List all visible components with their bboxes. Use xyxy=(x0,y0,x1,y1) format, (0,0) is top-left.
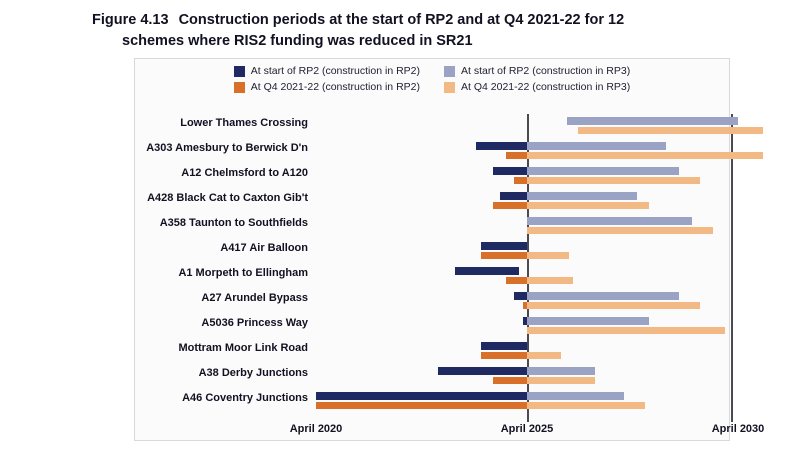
bar-start-rp2-in-rp3 xyxy=(527,392,624,400)
bar-q4-in-rp3 xyxy=(527,252,569,260)
bar-start-rp2-in-rp3 xyxy=(567,117,738,125)
chart-frame xyxy=(134,58,765,441)
bar-q4-in-rp3 xyxy=(527,177,700,185)
bar-start-rp2-in-rp3 xyxy=(527,317,649,325)
legend-swatch-orange xyxy=(234,82,245,93)
bar-start-rp2-in-rp3 xyxy=(527,167,679,175)
bar-start-rp2-in-rp2 xyxy=(455,267,518,275)
bar-start-rp2-in-rp2 xyxy=(438,367,527,375)
bar-start-rp2-in-rp3 xyxy=(527,367,595,375)
legend-swatch-light-orange xyxy=(444,82,455,93)
bar-rows xyxy=(135,114,729,414)
category-label: A38 Derby Junctions xyxy=(198,367,308,379)
legend-row-1 xyxy=(234,65,630,77)
legend-swatch-navy xyxy=(234,66,245,77)
bar-q4-in-rp2 xyxy=(481,352,527,360)
chart-legend xyxy=(135,65,729,93)
legend-label-q4-rp3: At Q4 2021-22 (construction in RP3) xyxy=(461,81,631,93)
bar-start-rp2-in-rp2 xyxy=(476,142,527,150)
bar-start-rp2-in-rp3 xyxy=(527,142,666,150)
table-row xyxy=(135,114,729,139)
x-axis xyxy=(135,423,765,439)
category-label: A46 Coventry Junctions xyxy=(182,392,308,404)
bar-start-rp2-in-rp2 xyxy=(481,342,527,350)
bar-q4-in-rp3 xyxy=(527,227,713,235)
x-axis-tick-label: April 2025 xyxy=(500,423,554,435)
bar-q4-in-rp3 xyxy=(527,352,561,360)
bar-q4-in-rp3 xyxy=(527,202,649,210)
category-label: A358 Taunton to Southfields xyxy=(159,217,308,229)
bar-q4-in-rp3 xyxy=(527,377,595,385)
bar-start-rp2-in-rp2 xyxy=(514,292,527,300)
bar-start-rp2-in-rp3 xyxy=(527,217,692,225)
figure-caption-line2: schemes where RIS2 funding was reduced in SR21 xyxy=(122,33,473,50)
category-label: A428 Black Cat to Caxton Gib't xyxy=(147,192,308,204)
table-row xyxy=(135,164,729,189)
bar-q4-in-rp2 xyxy=(506,152,527,160)
bar-start-rp2-in-rp2 xyxy=(500,192,527,200)
x-axis-tick-label: April 2020 xyxy=(289,423,343,435)
bar-q4-in-rp2 xyxy=(514,177,527,185)
bar-q4-in-rp3 xyxy=(527,327,725,335)
table-row xyxy=(135,264,729,289)
figure-caption-line1: Construction periods at the start of RP2 and at Q4 2021-22 for 12 xyxy=(178,12,625,28)
table-row xyxy=(135,214,729,239)
legend-item-start-rp2-rp2 xyxy=(234,65,420,77)
bar-start-rp2-in-rp2 xyxy=(481,242,527,250)
plot-area xyxy=(135,114,729,414)
legend-item-q4-rp2 xyxy=(234,81,420,93)
legend-item-start-rp2-rp3 xyxy=(444,65,630,77)
category-label: A303 Amesbury to Berwick D'n xyxy=(146,142,308,154)
category-label: Lower Thames Crossing xyxy=(180,117,308,129)
bar-q4-in-rp2 xyxy=(493,377,527,385)
bar-q4-in-rp3 xyxy=(578,127,764,135)
category-label: A1 Morpeth to Ellingham xyxy=(178,267,308,279)
table-row xyxy=(135,389,729,414)
figure-title xyxy=(92,10,752,52)
table-row xyxy=(135,139,729,164)
category-label: A27 Arundel Bypass xyxy=(201,292,308,304)
legend-swatch-light-blue xyxy=(444,66,455,77)
axis-line-2030 xyxy=(731,114,733,422)
category-label: A12 Chelmsford to A120 xyxy=(181,167,308,179)
legend-label-start-rp2-rp3: At start of RP2 (construction in RP3) xyxy=(461,65,631,77)
table-row xyxy=(135,289,729,314)
category-label: A5036 Princess Way xyxy=(201,317,308,329)
table-row xyxy=(135,189,729,214)
bar-start-rp2-in-rp3 xyxy=(527,292,679,300)
x-axis-tick-label: April 2030 xyxy=(711,423,765,435)
bar-q4-in-rp2 xyxy=(481,252,527,260)
legend-label-start-rp2-rp2: At start of RP2 (construction in RP2) xyxy=(250,65,420,77)
bar-q4-in-rp3 xyxy=(527,302,700,310)
bar-start-rp2-in-rp2 xyxy=(493,167,527,175)
legend-label-q4-rp2: At Q4 2021-22 (construction in RP2) xyxy=(250,81,420,93)
bar-q4-in-rp2 xyxy=(493,202,527,210)
category-label: Mottram Moor Link Road xyxy=(178,342,308,354)
bar-q4-in-rp2 xyxy=(316,402,527,410)
table-row xyxy=(135,339,729,364)
legend-item-q4-rp3 xyxy=(444,81,630,93)
bar-q4-in-rp2 xyxy=(506,277,527,285)
bar-start-rp2-in-rp3 xyxy=(527,192,637,200)
table-row xyxy=(135,364,729,389)
figure-number: Figure 4.13 xyxy=(92,12,169,28)
table-row xyxy=(135,239,729,264)
legend-row-2 xyxy=(234,81,631,93)
bar-q4-in-rp3 xyxy=(527,277,573,285)
table-row xyxy=(135,314,729,339)
bar-q4-in-rp3 xyxy=(527,402,645,410)
bar-q4-in-rp3 xyxy=(527,152,763,160)
bar-start-rp2-in-rp2 xyxy=(316,392,527,400)
category-label: A417 Air Balloon xyxy=(220,242,308,254)
figure-title-text xyxy=(92,10,752,52)
